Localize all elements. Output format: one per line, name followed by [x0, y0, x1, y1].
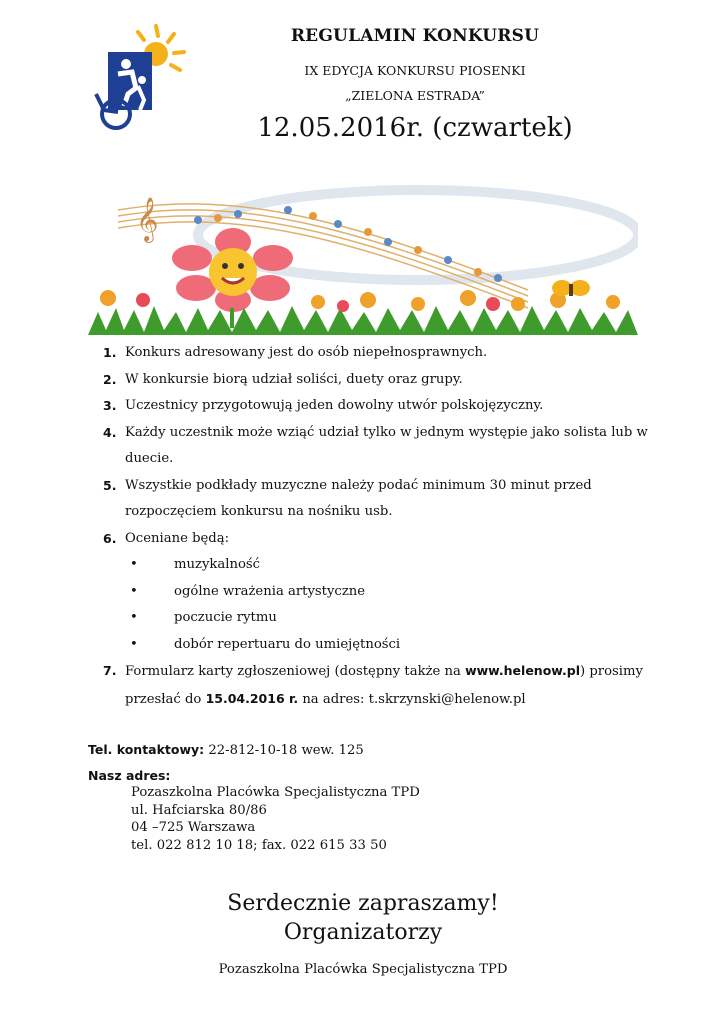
criteria-item: • ogólne wrażenia artystyczne	[130, 579, 683, 606]
edition-subtitle: IX EDYCJA KONKURSU PIOSENKI	[304, 63, 526, 78]
bullet-icon: •	[130, 610, 138, 625]
rule-item: 7. Formularz karty zgłoszeniowej (dostępny także na www.helenow.pl) prosimy przesłać do 15.04.2016 r. na adres: t.skrzynski@helenow.pl	[103, 663, 643, 707]
criteria-item: • muzykalność	[130, 552, 683, 579]
organization-logo	[88, 22, 188, 132]
rule-item: 3. Uczestnicy przygotowują jeden dowolny utwór polskojęzyczny.	[103, 398, 544, 413]
rule-item: 4. Każdy uczestnik może wziąć udział tylko w jednym występie jako solista lub w duecie.	[103, 424, 648, 466]
rule-item: 1. Konkurs adresowany jest do osób niepełnosprawnych.	[103, 345, 488, 360]
rule-item: 6. Oceniane będą:	[103, 530, 230, 546]
criteria-item: • dobór repertuaru do umiejętności	[130, 632, 683, 659]
footer-organization: Pozaszkolna Placówka Specjalistyczna TPD	[218, 962, 508, 977]
music-flower-illustration	[88, 180, 638, 335]
organizers-line: Organizatorzy	[283, 920, 443, 945]
document-title: REGULAMIN KONKURSU	[290, 26, 540, 46]
criteria-item: • poczucie rytmu	[130, 605, 683, 632]
deadline-date: 15.04.2016 r.	[205, 690, 299, 706]
phone-contact: Tel. kontaktowy: 22-812-10-18 wew. 125	[88, 742, 364, 758]
address-block: Pozaszkolna Placówka Specjalistyczna TPD ul. Hafciarska 80/86 04 –725 Warszawa tel. 022 812 10 18; fax. 022 615 33 50	[131, 785, 420, 853]
bullet-icon: •	[130, 557, 138, 572]
rule-item: 5. Wszystkie podkłady muzyczne należy podać minimum 30 minut przed rozpoczęciem konkursu na nośniku usb.	[103, 477, 592, 519]
event-date: 12.05.2016r. (czwartek)	[257, 113, 573, 143]
rules-list	[103, 340, 683, 713]
website-link[interactable]: www.helenow.pl	[465, 663, 581, 678]
address-label: Nasz adres:	[88, 768, 171, 783]
contest-name: „ZIELONA ESTRADA”	[345, 88, 485, 103]
rule-item: 2. W konkursie biorą udział soliści, duety oraz grupy.	[103, 371, 463, 387]
invitation-line: Serdecznie zapraszamy!	[227, 891, 499, 916]
bullet-icon: •	[130, 583, 138, 599]
bullet-icon: •	[130, 636, 138, 652]
svg-text:𝄞: 𝄞	[136, 197, 159, 241]
